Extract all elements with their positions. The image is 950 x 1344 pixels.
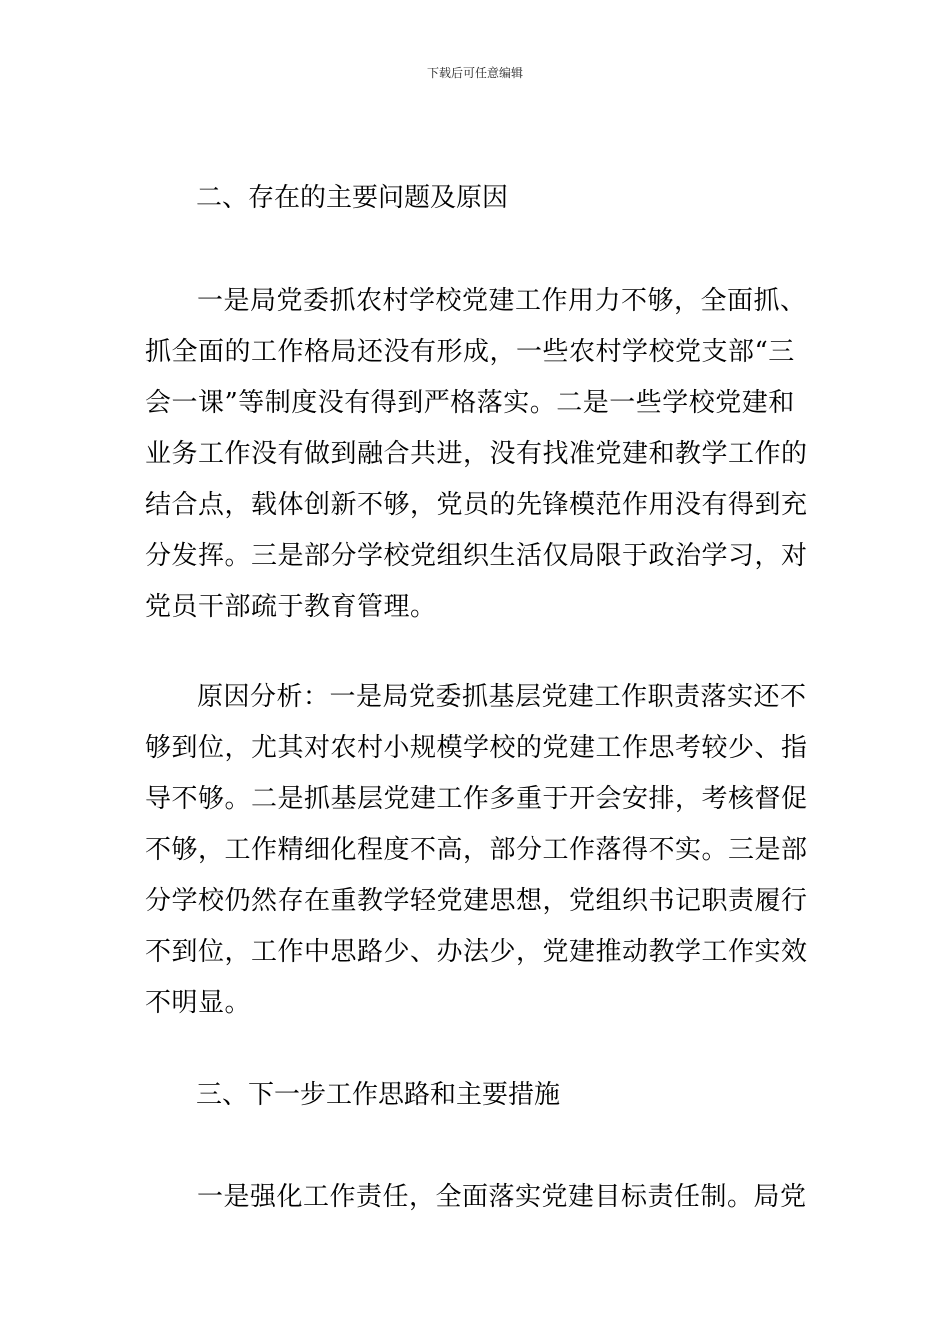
paragraph-line: 业务工作没有做到融合共进，没有找准党建和教学工作的 [145,439,808,469]
paragraph-line: 不明显。 [145,988,252,1018]
paragraph-line: 结合点，载体创新不够，党员的先锋模范作用没有得到充 [145,490,808,520]
paragraph-line: 分学校仍然存在重教学轻党建思想，党组织书记职责履行 [145,886,808,916]
paragraph-line: 抓全面的工作格局还没有形成，一些农村学校党支部“三 [145,337,795,367]
paragraph-line: 党员干部疏于教育管理。 [145,592,437,622]
paragraph-line: 一是强化工作责任，全面落实党建目标责任制。局党 [197,1182,807,1212]
paragraph-line: 一是局党委抓农村学校党建工作用力不够，全面抓、 [197,286,807,316]
paragraph-line: 不到位，工作中思路少、办法少，党建推动教学工作实效 [145,937,808,967]
paragraph-line: 够到位，尤其对农村小规模学校的党建工作思考较少、指 [145,733,808,763]
paragraph-line: 分发挥。三是部分学校党组织生活仅局限于政治学习，对 [145,541,808,571]
paragraph-line: 会一课”等制度没有得到严格落实。二是一些学校党建和 [145,388,795,418]
paragraph-line: 不够，工作精细化程度不高，部分工作落得不实。三是部 [145,835,808,865]
paragraph-line: 导不够。二是抓基层党建工作多重于开会安排，考核督促 [145,784,808,814]
measures-paragraph [145,1172,810,1223]
paragraph-line: 原因分析：一是局党委抓基层党建工作职责落实还不 [197,682,807,712]
section-3-heading: 三、下一步工作思路和主要措施 [196,1080,561,1110]
problems-paragraph [145,276,810,633]
header-note: 下载后可任意编辑 [426,66,523,80]
section-2-heading: 二、存在的主要问题及原因 [196,183,509,213]
causes-paragraph [145,672,810,1029]
